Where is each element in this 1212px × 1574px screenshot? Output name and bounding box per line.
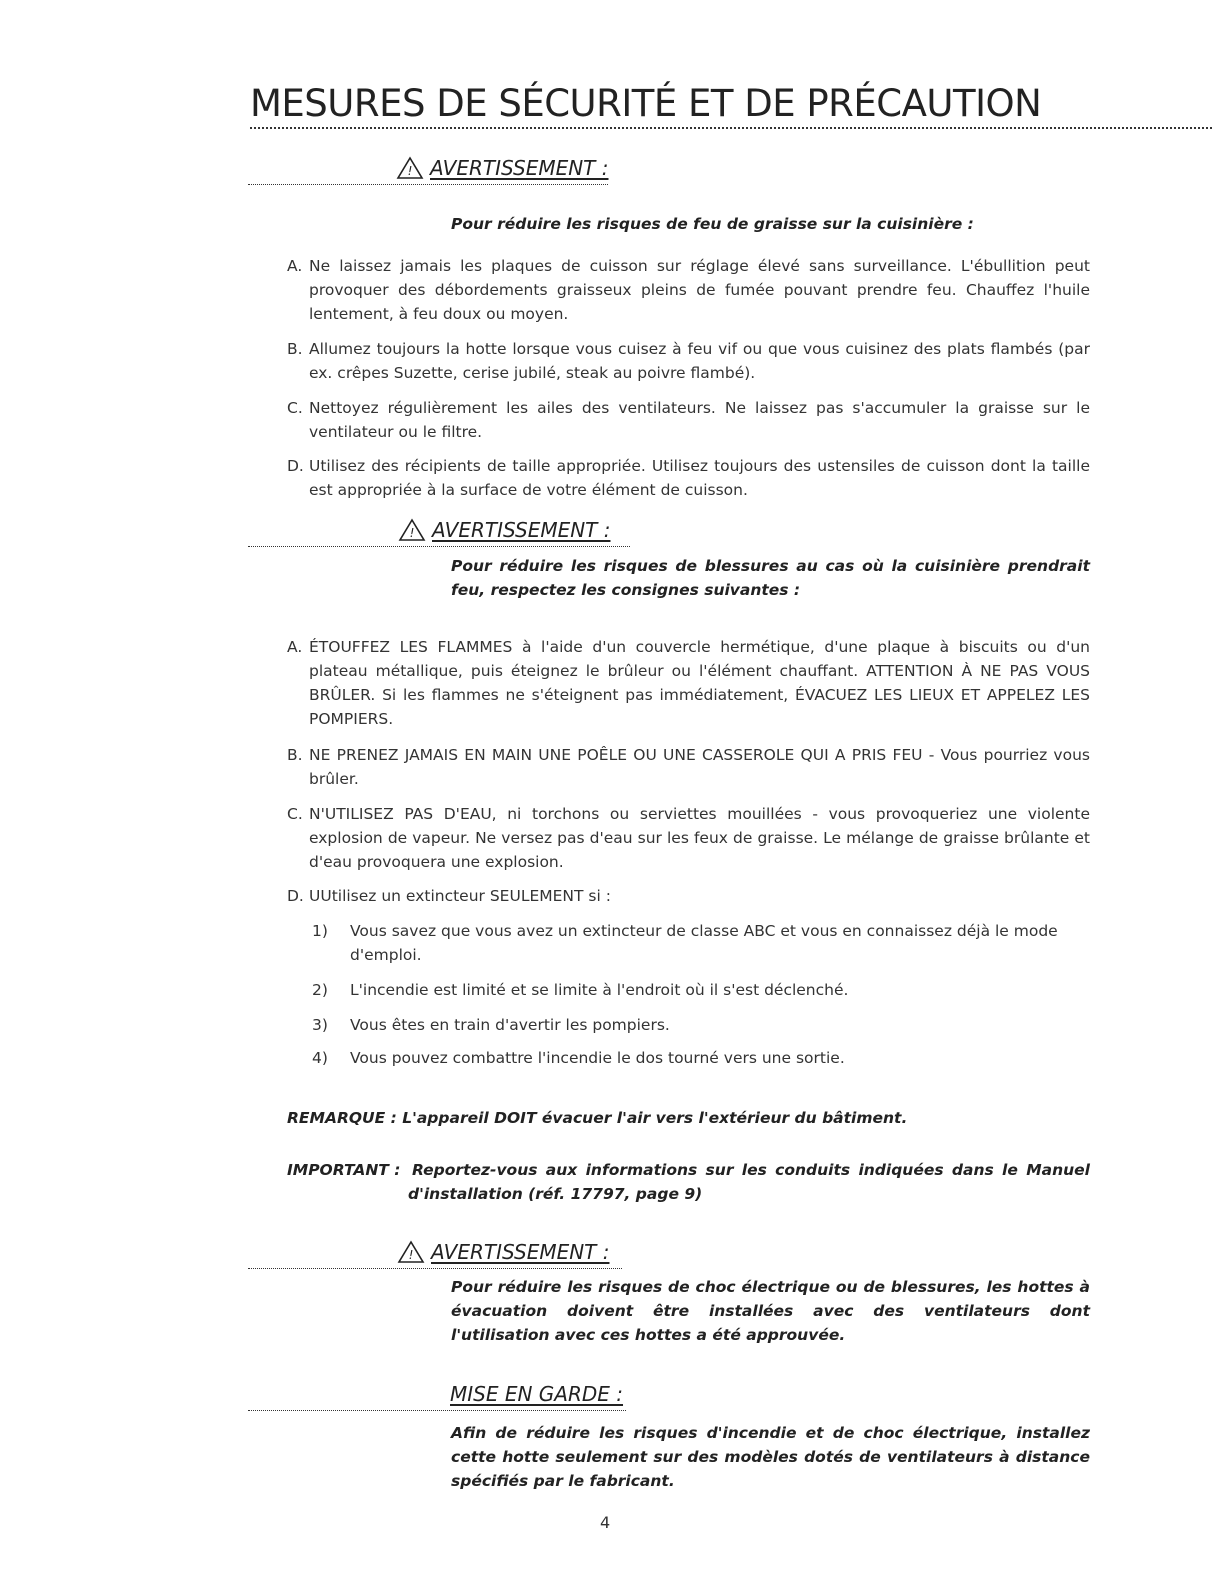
warning-2-subtitle: Pour réduire les risques de blessures au cas où la cuisinière prendrait feu, respectez les consignes suivantes : xyxy=(451,557,1090,599)
warning-triangle-icon xyxy=(396,156,424,180)
numbered-item: 1) Vous savez que vous avez un extincteur de classe ABC et vous en connaissez déjà le mode d'emploi. xyxy=(312,922,1058,964)
caution-label: MISE EN GARDE : xyxy=(450,1382,624,1406)
warning-2-label: AVERTISSEMENT : xyxy=(432,518,611,542)
warning-2-header xyxy=(248,512,630,547)
list-item: B. Allumez toujours la hotte lorsque vous cuisez à feu vif ou que vous cuisinez des plats flambés (par ex. crêpes Suzette, cerise jubilé, steak au poivre flambé). xyxy=(287,340,1090,382)
important-text: Reportez-vous aux informations sur les conduits indiquées dans le Manuel d'installation (réf. 17797, page 9) xyxy=(408,1161,1090,1203)
important-label: IMPORTANT : xyxy=(287,1161,401,1179)
page-title: MESURES DE SÉCURITÉ ET DE PRÉCAUTION xyxy=(250,82,1042,125)
warning-1-label: AVERTISSEMENT : xyxy=(430,156,609,180)
list-item: C. Nettoyez régulièrement les ailes des ventilateurs. Ne laissez pas s'accumuler la graisse sur le ventilateur ou le filtre. xyxy=(287,399,1090,441)
list-item: D. UUtilisez un extincteur SEULEMENT si : xyxy=(287,887,611,905)
numbered-item: 3) Vous êtes en train d'avertir les pompiers. xyxy=(312,1016,670,1034)
svg-text:!: ! xyxy=(409,526,415,540)
svg-text:!: ! xyxy=(407,164,413,178)
page-title-rule xyxy=(250,82,1212,129)
page-number: 4 xyxy=(600,1513,611,1532)
list-item: D. Utilisez des récipients de taille appropriée. Utilisez toujours des ustensiles de cuisson dont la taille est appropriée à la surface de votre élément de cuisson. xyxy=(287,457,1090,499)
warning-triangle-icon xyxy=(398,518,426,542)
warning-1-subtitle: Pour réduire les risques de feu de graisse sur la cuisinière : xyxy=(451,215,974,233)
remarque-note: REMARQUE : L'appareil DOIT évacuer l'air vers l'extérieur du bâtiment. xyxy=(287,1109,908,1127)
list-item: C. N'UTILISEZ PAS D'EAU, ni torchons ou serviettes mouillées - vous provoqueriez une violente explosion de vapeur. Ne versez pas d'eau sur les feux de graisse. Le mélange de graisse brûlante et d'eau provoquera une explosion. xyxy=(287,805,1090,871)
caution-header xyxy=(248,1376,626,1411)
warning-3-header xyxy=(248,1234,622,1269)
warning-1-header xyxy=(248,150,608,185)
warning-triangle-icon xyxy=(397,1240,425,1264)
warning-3-subtitle: Pour réduire les risques de choc électrique ou de blessures, les hottes à évacuation doivent être installées avec des ventilateurs dont l'utilisation avec ces hottes a été approuvée. xyxy=(451,1278,1090,1344)
numbered-item: 2) L'incendie est limité et se limite à l'endroit où il s'est déclenché. xyxy=(312,981,849,999)
svg-text:!: ! xyxy=(408,1248,414,1262)
caution-subtitle: Afin de réduire les risques d'incendie et de choc électrique, installez cette hotte seulement sur des modèles dotés de ventilateurs à distance spécifiés par le fabricant. xyxy=(451,1424,1090,1490)
warning-3-label: AVERTISSEMENT : xyxy=(431,1240,610,1264)
list-item: A. Ne laissez jamais les plaques de cuisson sur réglage élevé sans surveillance. L'ébullition peut provoquer des débordements graisseux pleins de fumée pouvant prendre feu. Chauffez l'huile lentement, à feu doux ou moyen. xyxy=(287,257,1090,323)
list-item: B. NE PRENEZ JAMAIS EN MAIN UNE POÊLE OU UNE CASSEROLE QUI A PRIS FEU - Vous pourriez vous brûler. xyxy=(287,746,1090,788)
numbered-item: 4) Vous pouvez combattre l'incendie le dos tourné vers une sortie. xyxy=(312,1049,845,1067)
list-item: A. ÉTOUFFEZ LES FLAMMES à l'aide d'un couvercle hermétique, d'une plaque à biscuits ou d'un plateau métallique, puis éteignez le brûleur ou l'élément chauffant. ATTENTION À NE PAS VOUS BRÛLER. Si les flammes ne s'éteignent pas immédiatement, ÉVACUEZ LES LIEUX ET APPELEZ LES POMPIERS. xyxy=(287,638,1090,728)
